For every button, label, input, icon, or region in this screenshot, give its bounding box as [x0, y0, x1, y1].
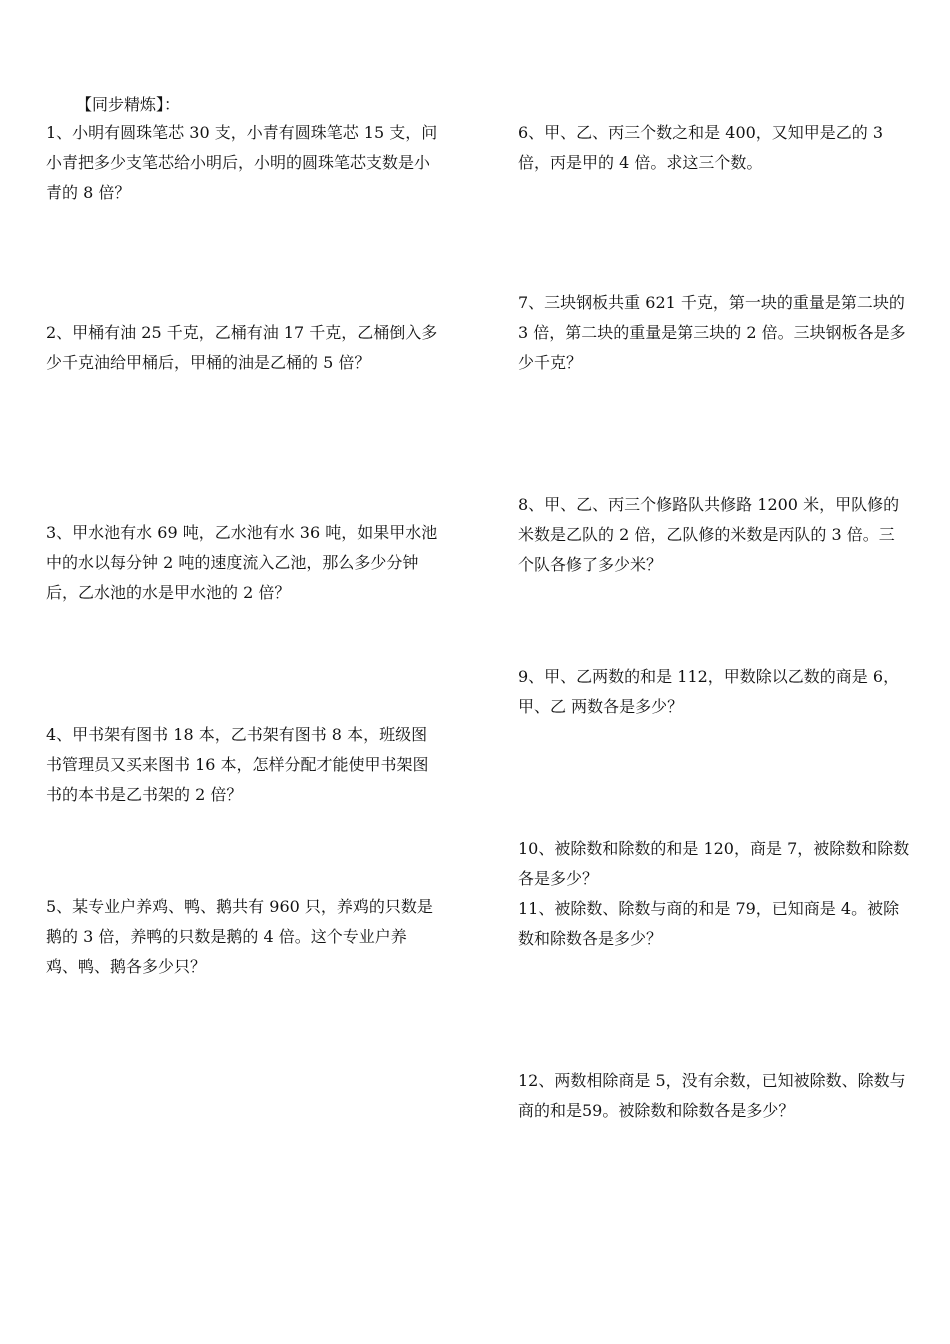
- problem-6: 6、甲、乙、丙三个数之和是 400，又知甲是乙的 3 倍，丙是甲的 4 倍。求这三个数。: [518, 123, 884, 172]
- section-heading: 【同步精炼】：: [76, 95, 181, 114]
- problem-11: 11、被除数、除数与商的和是 79，已知商是 4。被除数和除数各是多少？: [518, 899, 900, 948]
- problem-9: 9、甲、乙两数的和是 112，甲数除以乙数的商是 6，甲、乙 两数各是多少？: [518, 667, 900, 716]
- problem-7: 7、三块钢板共重 621 千克，第一块的重量是第二块的 3 倍，第二块的重量是第三块的 2 倍。三块钢板各是多少千克？: [518, 293, 906, 372]
- problem-10: 10、被除数和除数的和是 120，商是 7，被除数和除数各是多少？: [518, 839, 910, 888]
- problem-5: 5、某专业户养鸡、鸭、鹅共有 960 只，养鸡的只数是鹅的 3 倍，养鸭的只数是鹅的 4 倍。这个专业户养鸡、鸭、鹅各多少只？: [46, 897, 433, 976]
- problem-4: 4、甲书架有图书 18 本，乙书架有图书 8 本，班级图书管理员又买来图书 16 本，怎样分配才能使甲书架图书的本书是乙书架的 2 倍？: [46, 725, 429, 804]
- problem-2: 2、甲桶有油 25 千克，乙桶有油 17 千克，乙桶倒入多少千克油给甲桶后，甲桶的油是乙桶的 5 倍？: [46, 323, 438, 372]
- problem-1: 1、小明有圆珠笔芯 30 支，小青有圆珠笔芯 15 支，问小青把多少支笔芯给小明后，小明的圆珠笔芯支数是小青的 8 倍？: [46, 123, 438, 202]
- problem-8: 8、甲、乙、丙三个修路队共修路 1200 米，甲队修的米数是乙队的 2 倍，乙队修的米数是丙队的 3 倍。三个队各修了多少米？: [518, 495, 900, 574]
- problem-3: 3、甲水池有水 69 吨，乙水池有水 36 吨，如果甲水池中的水以每分钟 2 吨的速度流入乙池，那么多少分钟后，乙水池的水是甲水池的 2 倍？: [46, 523, 438, 602]
- problem-12: 12、两数相除商是 5，没有余数，已知被除数、除数与商的和是59。被除数和除数各是多少？: [518, 1071, 906, 1120]
